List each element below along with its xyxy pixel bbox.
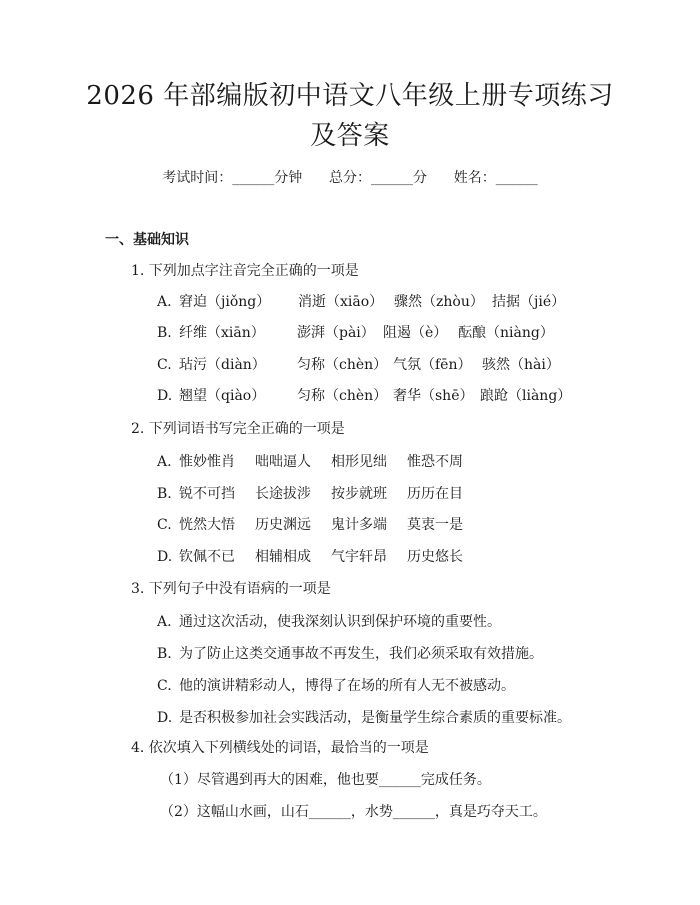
option-item: 锐不可挡 [179, 486, 235, 502]
option-item: 惟妙惟肖 [179, 454, 235, 470]
option-item: 恍然大悟 [179, 517, 235, 533]
option-item: 历史渊远 [255, 517, 311, 533]
option-letter: B. [157, 325, 172, 341]
option-item: 翘望（qiào） [179, 388, 266, 404]
question-2-option-d [157, 547, 463, 567]
question-1-stem: 1. 下列加点字注音完全正确的一项是 [131, 263, 359, 279]
option-item: 历历在目 [407, 486, 463, 502]
option-item: 窘迫（jiǒng） [179, 294, 271, 310]
option-item: 莫衷一是 [407, 517, 463, 533]
option-letter: A. [157, 454, 172, 470]
question-1-option-c [157, 355, 560, 375]
question-3-option-c [157, 676, 515, 696]
option-letter: D. [157, 710, 173, 726]
question-3-option-d [157, 708, 571, 728]
option-item: 踉跄（liàng） [480, 388, 572, 404]
option-item: 骇然（hài） [482, 357, 560, 373]
option-letter: A. [157, 614, 172, 630]
question-2-option-c [157, 515, 463, 535]
option-item: 阻遏（è） [383, 325, 448, 341]
question-2-option-b [157, 484, 463, 504]
section-heading: 一、基础知识 [105, 232, 189, 248]
option-item: 匀称（chèn） [297, 388, 388, 404]
option-item: 长途拔涉 [255, 486, 311, 502]
question-1-option-a [157, 292, 565, 312]
option-item: 惟恐不周 [407, 454, 463, 470]
option-item: 消逝（xiāo） [298, 294, 384, 310]
option-letter: C. [157, 357, 172, 373]
page-title: 2026 年部编版初中语文八年级上册专项练习 [86, 81, 614, 111]
question-4-sub-1: （1）尽管遇到再大的困难，他也要______完成任务。 [160, 772, 491, 788]
option-item: 骤然（zhòu） [394, 294, 484, 310]
option-letter: D. [157, 388, 173, 404]
question-1-option-d [157, 386, 571, 406]
page-title-continued: 及答案 [310, 121, 390, 151]
option-item: 玷污（diàn） [179, 357, 266, 373]
option-item: 气宇轩昂 [331, 549, 387, 565]
option-item: 咄咄逼人 [255, 454, 311, 470]
question-4-sub-2: （2）这幅山水画，山石______，水势______，真是巧夺天工。 [160, 804, 547, 820]
question-4-stem: 4. 依次填入下列横线处的词语，最恰当的一项是 [131, 740, 429, 756]
option-item: 相形见绌 [331, 454, 387, 470]
option-letter: D. [157, 549, 173, 565]
option-letter: C. [157, 678, 172, 694]
option-item: 相辅相成 [255, 549, 311, 565]
option-letter: B. [157, 646, 172, 662]
option-text: 通过这次活动，使我深刻认识到保护环境的重要性。 [179, 614, 501, 630]
option-item: 按步就班 [331, 486, 387, 502]
option-text: 他的演讲精彩动人，博得了在场的所有人无不被感动。 [179, 678, 515, 694]
option-item: 奢华（shē） [393, 388, 474, 404]
option-text: 为了防止这类交通事故不再发生，我们必须采取有效措施。 [179, 646, 543, 662]
option-item: 酝酿（niàng） [458, 325, 554, 341]
option-text: 是否积极参加社会实践活动，是衡量学生综合素质的重要标准。 [179, 710, 571, 726]
option-item: 澎湃（pài） [297, 325, 375, 341]
option-item: 匀称（chèn） [297, 357, 388, 373]
option-letter: A. [157, 294, 172, 310]
option-letter: C. [157, 517, 172, 533]
option-item: 纤维（xiān） [179, 325, 265, 341]
option-item: 历史悠长 [407, 549, 463, 565]
question-2-stem: 2. 下列词语书写完全正确的一项是 [131, 421, 345, 437]
option-item: 气氛（fēn） [393, 357, 472, 373]
question-2-option-a [157, 452, 463, 472]
question-3-stem: 3. 下列句子中没有语病的一项是 [131, 581, 331, 597]
option-item: 拮据（jié） [492, 294, 566, 310]
option-letter: B. [157, 486, 172, 502]
option-item: 钦佩不已 [179, 549, 235, 565]
question-1-option-b [157, 323, 554, 343]
question-3-option-a [157, 612, 501, 632]
option-item: 鬼计多端 [331, 517, 387, 533]
question-3-option-b [157, 644, 543, 664]
exam-info-line: 考试时间：______分钟 总分：______分 姓名：______ [162, 170, 538, 186]
